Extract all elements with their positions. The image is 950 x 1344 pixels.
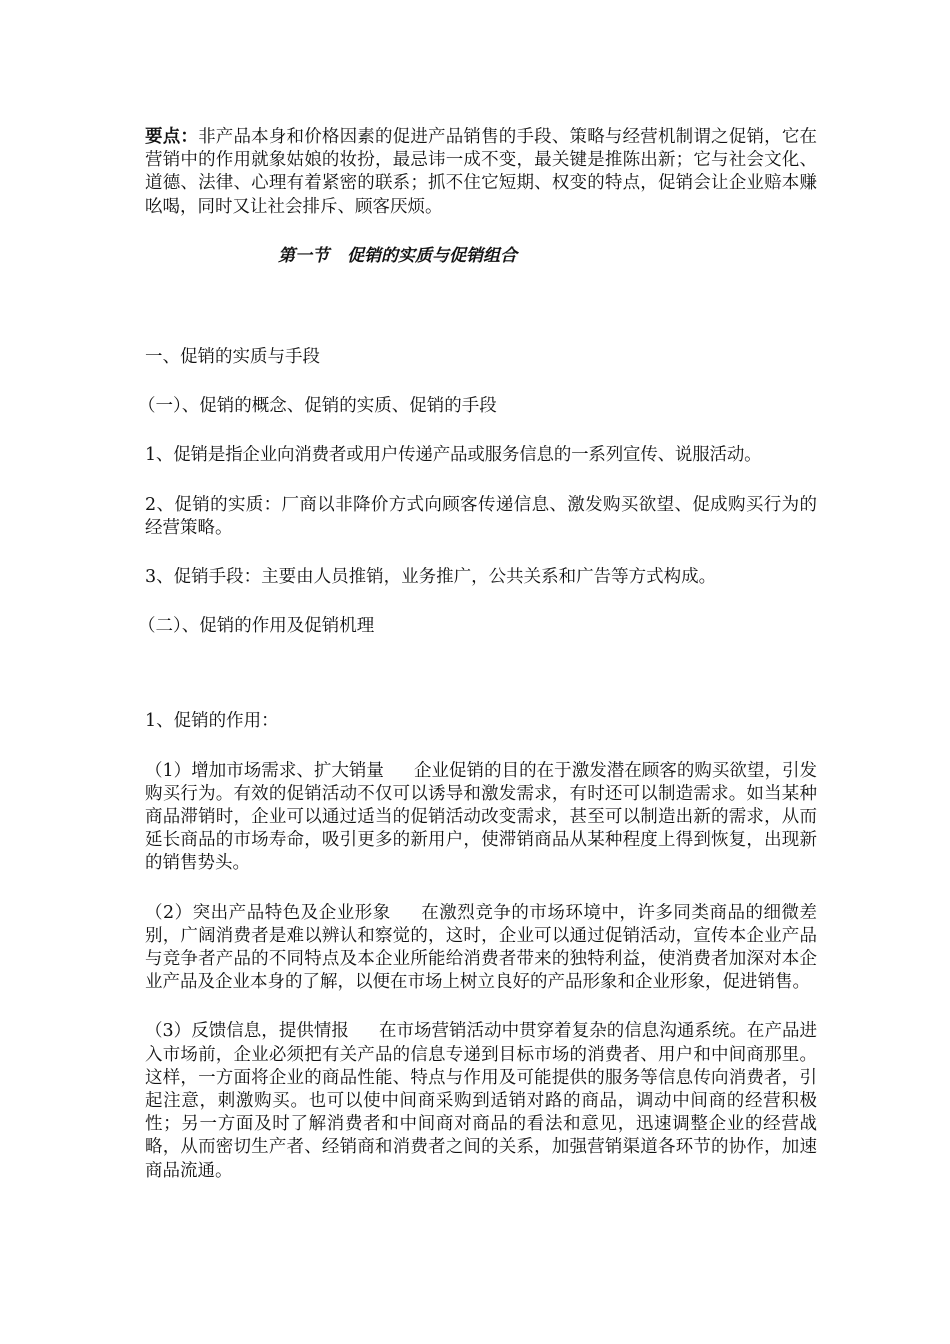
key-points-paragraph (145, 126, 817, 219)
effect-paragraph-2 (145, 902, 817, 995)
heading-1: 一、促销的实质与手段 (145, 347, 320, 368)
document-page (138, 126, 818, 1183)
key-points-label: 要点： (145, 127, 199, 147)
effects-heading: 1、促销的作用： (145, 711, 279, 732)
effect-label-1: （1）增加市场需求、扩大销量 (145, 760, 384, 781)
effect-label-2: （2）突出产品特色及企业形象 (145, 902, 391, 923)
subheading-2: （二）、促销的作用及促销机理 (138, 616, 375, 637)
section-number: 第一节 (278, 245, 329, 266)
item-3: 3、促销手段：主要由人员推销，业务推广，公共关系和广告等方式构成。 (145, 567, 717, 588)
effect-paragraph-3 (145, 1020, 817, 1182)
section-name: 促销的实质与促销组合 (347, 245, 517, 266)
item-2: 2、促销的实质：厂商以非降价方式向顾客传递信息、激发购买欲望、促成购买行为的经营策略。 (145, 494, 817, 538)
effect-text-3: 在市场营销活动中贯穿着复杂的信息沟通系统。在产品进入市场前，企业必须把有关产品的信息专递到目标市场的消费者、用户和中间商那里。这样，一方面将企业的商品性能、特点与作用及可能提供的服务等信息传向消费者，引起注意，刺激购买。也可以使中间商采购到适销对路的商品，调动中间商的经营积极性；另一方面及时了解消费者和中间商对商品的看法和意见，迅速调整企业的经营战略，从而密切生产者、经销商和消费者之间的关系，加强营销渠道各环节的协作，加速商品流通。 (145, 1021, 818, 1181)
effect-text-2: 在激烈竞争的市场环境中，许多同类商品的细微差别，广阔消费者是难以辨认和察觉的，这时，企业可以通过促销活动，宣传本企业产品与竞争者产品的不同特点及本企业所能给消费者带来的独特利益，使消费者加深对本企业产品及企业本身的了解，以便在市场上树立良好的产品形象和企业形象，促进销售。 (145, 902, 817, 993)
section-title (278, 245, 817, 268)
effect-paragraph-1 (145, 760, 817, 876)
effect-label-3: （3）反馈信息，提供情报 (145, 1021, 349, 1042)
subheading-1: （一）、促销的概念、促销的实质、促销的手段 (138, 396, 497, 417)
effect-text-1: 企业促销的目的在于激发潜在顾客的购买欲望，引发购买行为。有效的促销活动不仅可以诱导和激发需求，有时还可以制造需求。如当某种商品滞销时，企业可以通过适当的促销活动改变需求，甚至可以制造出新的需求，从而延长商品的市场寿命，吸引更多的新用户，使滞销商品从某种程度上得到恢复，出现新的销售势头。 (145, 760, 818, 874)
item-1: 1、促销是指企业向消费者或用户传递产品或服务信息的一系列宣传、说服活动。 (145, 445, 762, 466)
key-points-text: 非产品本身和价格因素的促进产品销售的手段、策略与经营机制谓之促销，它在营销中的作用就象姑娘的妆扮，最忌讳一成不变，最关键是推陈出新；它与社会文化、道德、法律、心理有着紧密的联系；抓不住它短期、权变的特点，促销会让企业赔本赚吆喝，同时又让社会排斥、顾客厌烦。 (145, 127, 818, 217)
